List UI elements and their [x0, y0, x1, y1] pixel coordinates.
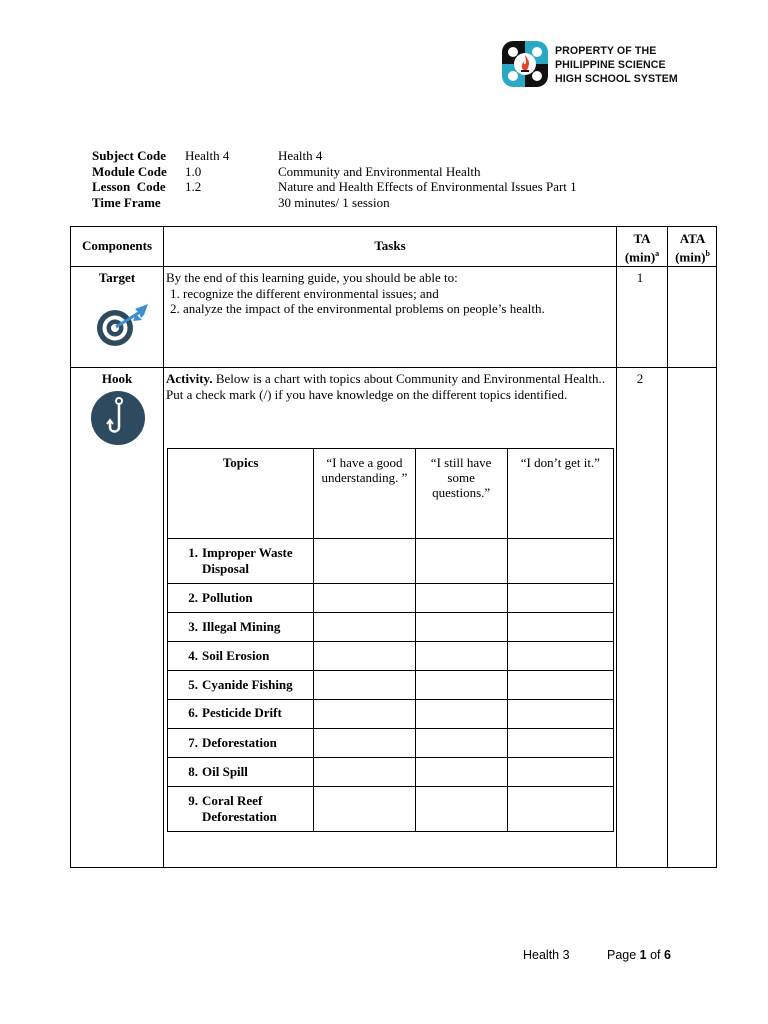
topic-cell [168, 584, 314, 613]
topic-num: 6. [188, 705, 198, 720]
target-intro: By the end of this learning guide, you should be able to: [166, 270, 458, 285]
topic-label: Oil Spill [202, 764, 248, 779]
header-ta-label: TA [633, 231, 651, 246]
page-of: of [646, 948, 664, 962]
check-cell[interactable] [507, 758, 613, 787]
topic-cell [168, 729, 314, 758]
component-hook: Hook [101, 371, 133, 386]
topic-label: Illegal Mining [202, 619, 281, 634]
topic-cell [168, 539, 314, 584]
logo-line-2: PHILIPPINE SCIENCE [555, 59, 666, 71]
topic-num: 9. [188, 793, 198, 808]
table-row [168, 642, 614, 671]
check-cell[interactable] [415, 787, 507, 832]
header-still-questions: “I still have some questions.” [415, 449, 507, 539]
meta-title: Health 4 [278, 148, 323, 163]
table-divider [71, 266, 716, 267]
header-components: Components [81, 238, 153, 253]
topic-cell [168, 671, 314, 700]
header-ta-unit [617, 246, 667, 264]
topic-cell [168, 642, 314, 671]
header-ata-label: ATA [679, 231, 706, 246]
check-cell[interactable] [507, 539, 613, 584]
table-row [168, 584, 614, 613]
target-item: 1. recognize the different environmental issues; and [170, 285, 439, 301]
meta-title: 30 minutes/ 1 session [278, 194, 390, 210]
topic-label: Cyanide Fishing [202, 677, 293, 692]
footer-subject: Health 3 [523, 948, 570, 962]
topic-num: 1. [188, 545, 198, 560]
header-ata [668, 231, 717, 264]
check-cell[interactable] [314, 758, 415, 787]
meta-key: Time Frame [92, 194, 161, 210]
check-cell[interactable] [314, 671, 415, 700]
hook-icon [90, 391, 146, 445]
topic-label: Soil Erosion [202, 648, 270, 663]
table-divider [667, 227, 668, 867]
page-prefix: Page [607, 948, 640, 962]
check-cell[interactable] [314, 642, 415, 671]
topic-cell [168, 613, 314, 642]
logo-line-3: HIGH SCHOOL SYSTEM [555, 73, 678, 85]
table-row [168, 700, 614, 729]
header-ata-sup: b [705, 249, 710, 258]
check-cell[interactable] [507, 642, 613, 671]
pshs-logo [502, 41, 702, 89]
meta-key: Lesson Code [92, 179, 166, 195]
activity-text: Below is a chart with topics about Community and Environmental Health.. Put a check mark (/) if you have knowledge on the different topics identified. [166, 371, 606, 402]
header-ata-unit-text: (min) [675, 249, 706, 265]
hook-ta-value: 2 [636, 371, 644, 386]
check-cell[interactable] [314, 700, 415, 729]
topic-num: 2. [188, 590, 198, 605]
target-item: 2. analyze the impact of the environmental problems on people’s health. [170, 301, 545, 316]
footer-page-number [607, 948, 671, 962]
table-row [168, 613, 614, 642]
activity-label: Activity. [166, 371, 213, 386]
header-tasks: Tasks [374, 238, 406, 253]
topic-num: 7. [188, 735, 198, 750]
topic-num: 3. [188, 619, 198, 634]
check-cell[interactable] [415, 729, 507, 758]
topic-num: 4. [188, 648, 198, 663]
check-cell[interactable] [415, 758, 507, 787]
check-cell[interactable] [507, 787, 613, 832]
topic-cell [168, 758, 314, 787]
learning-guide-table [70, 226, 717, 868]
page-num: 1 [639, 948, 647, 962]
header-good-understanding: “I have a good understanding. ” [314, 449, 415, 539]
check-cell[interactable] [507, 729, 613, 758]
check-cell[interactable] [507, 613, 613, 642]
table-row [168, 787, 614, 832]
hook-activity [166, 371, 606, 402]
logo-text [555, 44, 678, 86]
topic-cell [168, 700, 314, 729]
topic-num: 5. [188, 677, 198, 692]
page-total: 6 [664, 948, 671, 962]
check-cell[interactable] [507, 671, 613, 700]
topics-header-row [168, 449, 614, 539]
logo-line-1: PROPERTY OF THE [555, 45, 657, 57]
target-ta-value: 1 [636, 270, 644, 285]
check-cell[interactable] [314, 787, 415, 832]
table-divider [163, 227, 164, 867]
topic-label: Improper Waste Disposal [202, 545, 293, 576]
pshs-logo-icon [502, 41, 548, 87]
check-cell[interactable] [507, 700, 613, 729]
check-cell[interactable] [415, 642, 507, 671]
check-cell[interactable] [314, 539, 415, 584]
table-row [168, 671, 614, 700]
topic-label: Pesticide Drift [202, 705, 282, 720]
check-cell[interactable] [415, 539, 507, 584]
check-cell[interactable] [507, 584, 613, 613]
meta-code: 1.2 [185, 179, 202, 195]
topics-header: Topics [168, 449, 314, 539]
check-cell[interactable] [415, 613, 507, 642]
header-ta [617, 231, 667, 264]
topics-table [167, 448, 614, 832]
meta-title: Community and Environmental Health [278, 163, 481, 179]
target-icon [95, 300, 151, 350]
topic-label: Pollution [202, 590, 253, 605]
topic-label: Coral Reef Deforestation [202, 793, 277, 824]
table-divider [71, 367, 716, 368]
check-cell[interactable] [314, 729, 415, 758]
meta-code: 1.0 [185, 163, 202, 179]
table-divider [616, 227, 617, 867]
table-row [168, 758, 614, 787]
topic-label: Deforestation [202, 735, 277, 750]
meta-key: Module Code [92, 163, 167, 179]
target-tasks [166, 270, 606, 317]
check-cell[interactable] [415, 700, 507, 729]
check-cell[interactable] [314, 584, 415, 613]
check-cell[interactable] [415, 671, 507, 700]
table-row [168, 729, 614, 758]
header-ata-unit [668, 246, 717, 264]
meta-key: Subject Code [92, 148, 167, 163]
meta-title: Nature and Health Effects of Environmental Issues Part 1 [278, 179, 577, 195]
topic-num: 8. [188, 764, 198, 779]
header-ta-unit-text: (min) [624, 249, 656, 265]
meta-code: Health 4 [185, 148, 230, 163]
table-row [168, 539, 614, 584]
header-ta-sup: a [655, 249, 660, 258]
header-dont-get-it: “I don’t get it.” [507, 449, 613, 539]
component-target: Target [98, 270, 136, 285]
topic-cell [168, 787, 314, 832]
check-cell[interactable] [314, 613, 415, 642]
check-cell[interactable] [415, 584, 507, 613]
